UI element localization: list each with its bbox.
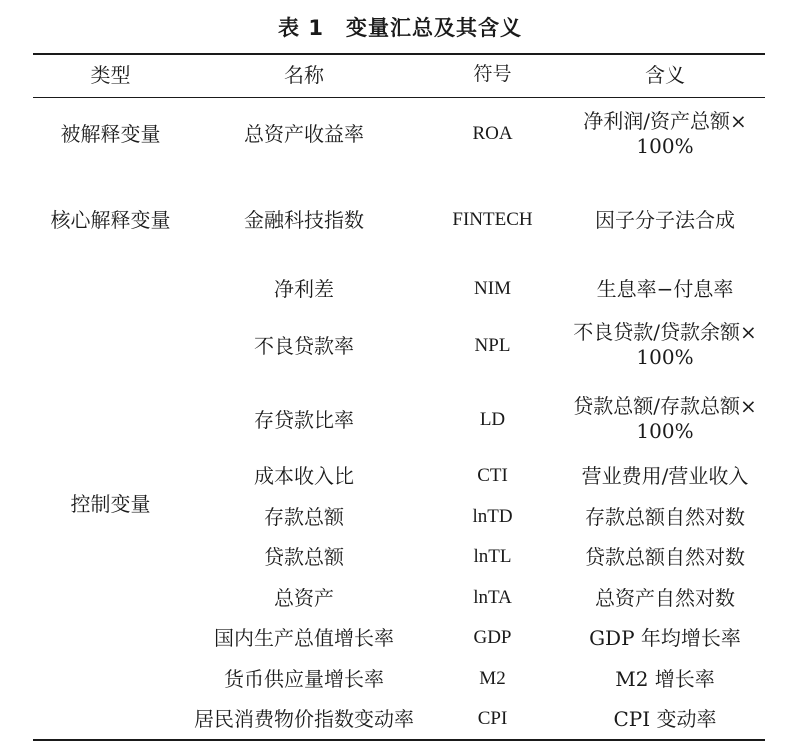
row-symbol: LD xyxy=(479,409,506,430)
row-meaning: 贷款总额/存款总额× xyxy=(573,394,757,418)
row-name: 总资产 xyxy=(274,586,334,610)
row-symbol: lnTA xyxy=(473,587,512,608)
header-rule xyxy=(33,97,765,98)
row-meaning: 贷款总额自然对数 xyxy=(585,545,745,569)
row-meaning-cont: 100% xyxy=(636,345,694,369)
row-meaning: 净利润/资产总额× xyxy=(583,109,747,133)
row-meaning: 总资产自然对数 xyxy=(595,586,735,610)
header-name: 名称 xyxy=(284,63,324,87)
row-name: 成本收入比 xyxy=(254,464,354,488)
row-name: 净利差 xyxy=(274,277,334,301)
bottom-rule xyxy=(33,739,765,741)
row-meaning: 营业费用/营业收入 xyxy=(581,464,749,488)
row-symbol: GDP xyxy=(473,627,512,648)
row-name: 居民消费物价指数变动率 xyxy=(194,707,414,731)
group-control: 控制变量 xyxy=(70,492,151,516)
row-name: 总资产收益率 xyxy=(244,122,364,146)
row-symbol: CPI xyxy=(477,708,508,729)
row-symbol: lnTL xyxy=(473,546,512,567)
table-title: 表 1 变量汇总及其含义 xyxy=(278,16,522,40)
row-symbol: M2 xyxy=(479,668,506,689)
row-name: 国内生产总值增长率 xyxy=(214,626,394,650)
row-symbol: NIM xyxy=(474,278,511,299)
row-name: 货币供应量增长率 xyxy=(224,667,384,691)
row-symbol: NPL xyxy=(474,335,511,356)
header-meaning: 含义 xyxy=(645,63,685,87)
row-meaning: GDP 年均增长率 xyxy=(589,626,741,650)
row-name: 存贷款比率 xyxy=(254,408,354,432)
row-name: 存款总额 xyxy=(264,505,344,529)
header-symbol: 符号 xyxy=(473,64,512,85)
row-meaning: M2 增长率 xyxy=(615,667,715,691)
row-name: 贷款总额 xyxy=(264,545,344,569)
row-name: 不良贷款率 xyxy=(254,334,354,358)
header-type: 类型 xyxy=(90,63,131,87)
row-name: 金融科技指数 xyxy=(244,208,364,232)
row-symbol: FINTECH xyxy=(452,209,533,230)
row-symbol: CTI xyxy=(477,465,508,486)
row-meaning-cont: 100% xyxy=(636,419,694,443)
row-meaning: CPI 变动率 xyxy=(613,707,717,731)
row-meaning-cont: 100% xyxy=(636,134,694,158)
group-core: 核心解释变量 xyxy=(50,208,171,232)
top-rule xyxy=(33,53,765,55)
row-meaning: 生息率−付息率 xyxy=(596,277,734,301)
row-meaning: 不良贷款/贷款余额× xyxy=(573,320,757,344)
row-meaning: 存款总额自然对数 xyxy=(585,505,745,529)
row-symbol: ROA xyxy=(472,123,513,144)
group-dependent: 被解释变量 xyxy=(60,122,161,146)
row-symbol: lnTD xyxy=(472,506,513,527)
row-meaning: 因子分子法合成 xyxy=(595,208,735,232)
